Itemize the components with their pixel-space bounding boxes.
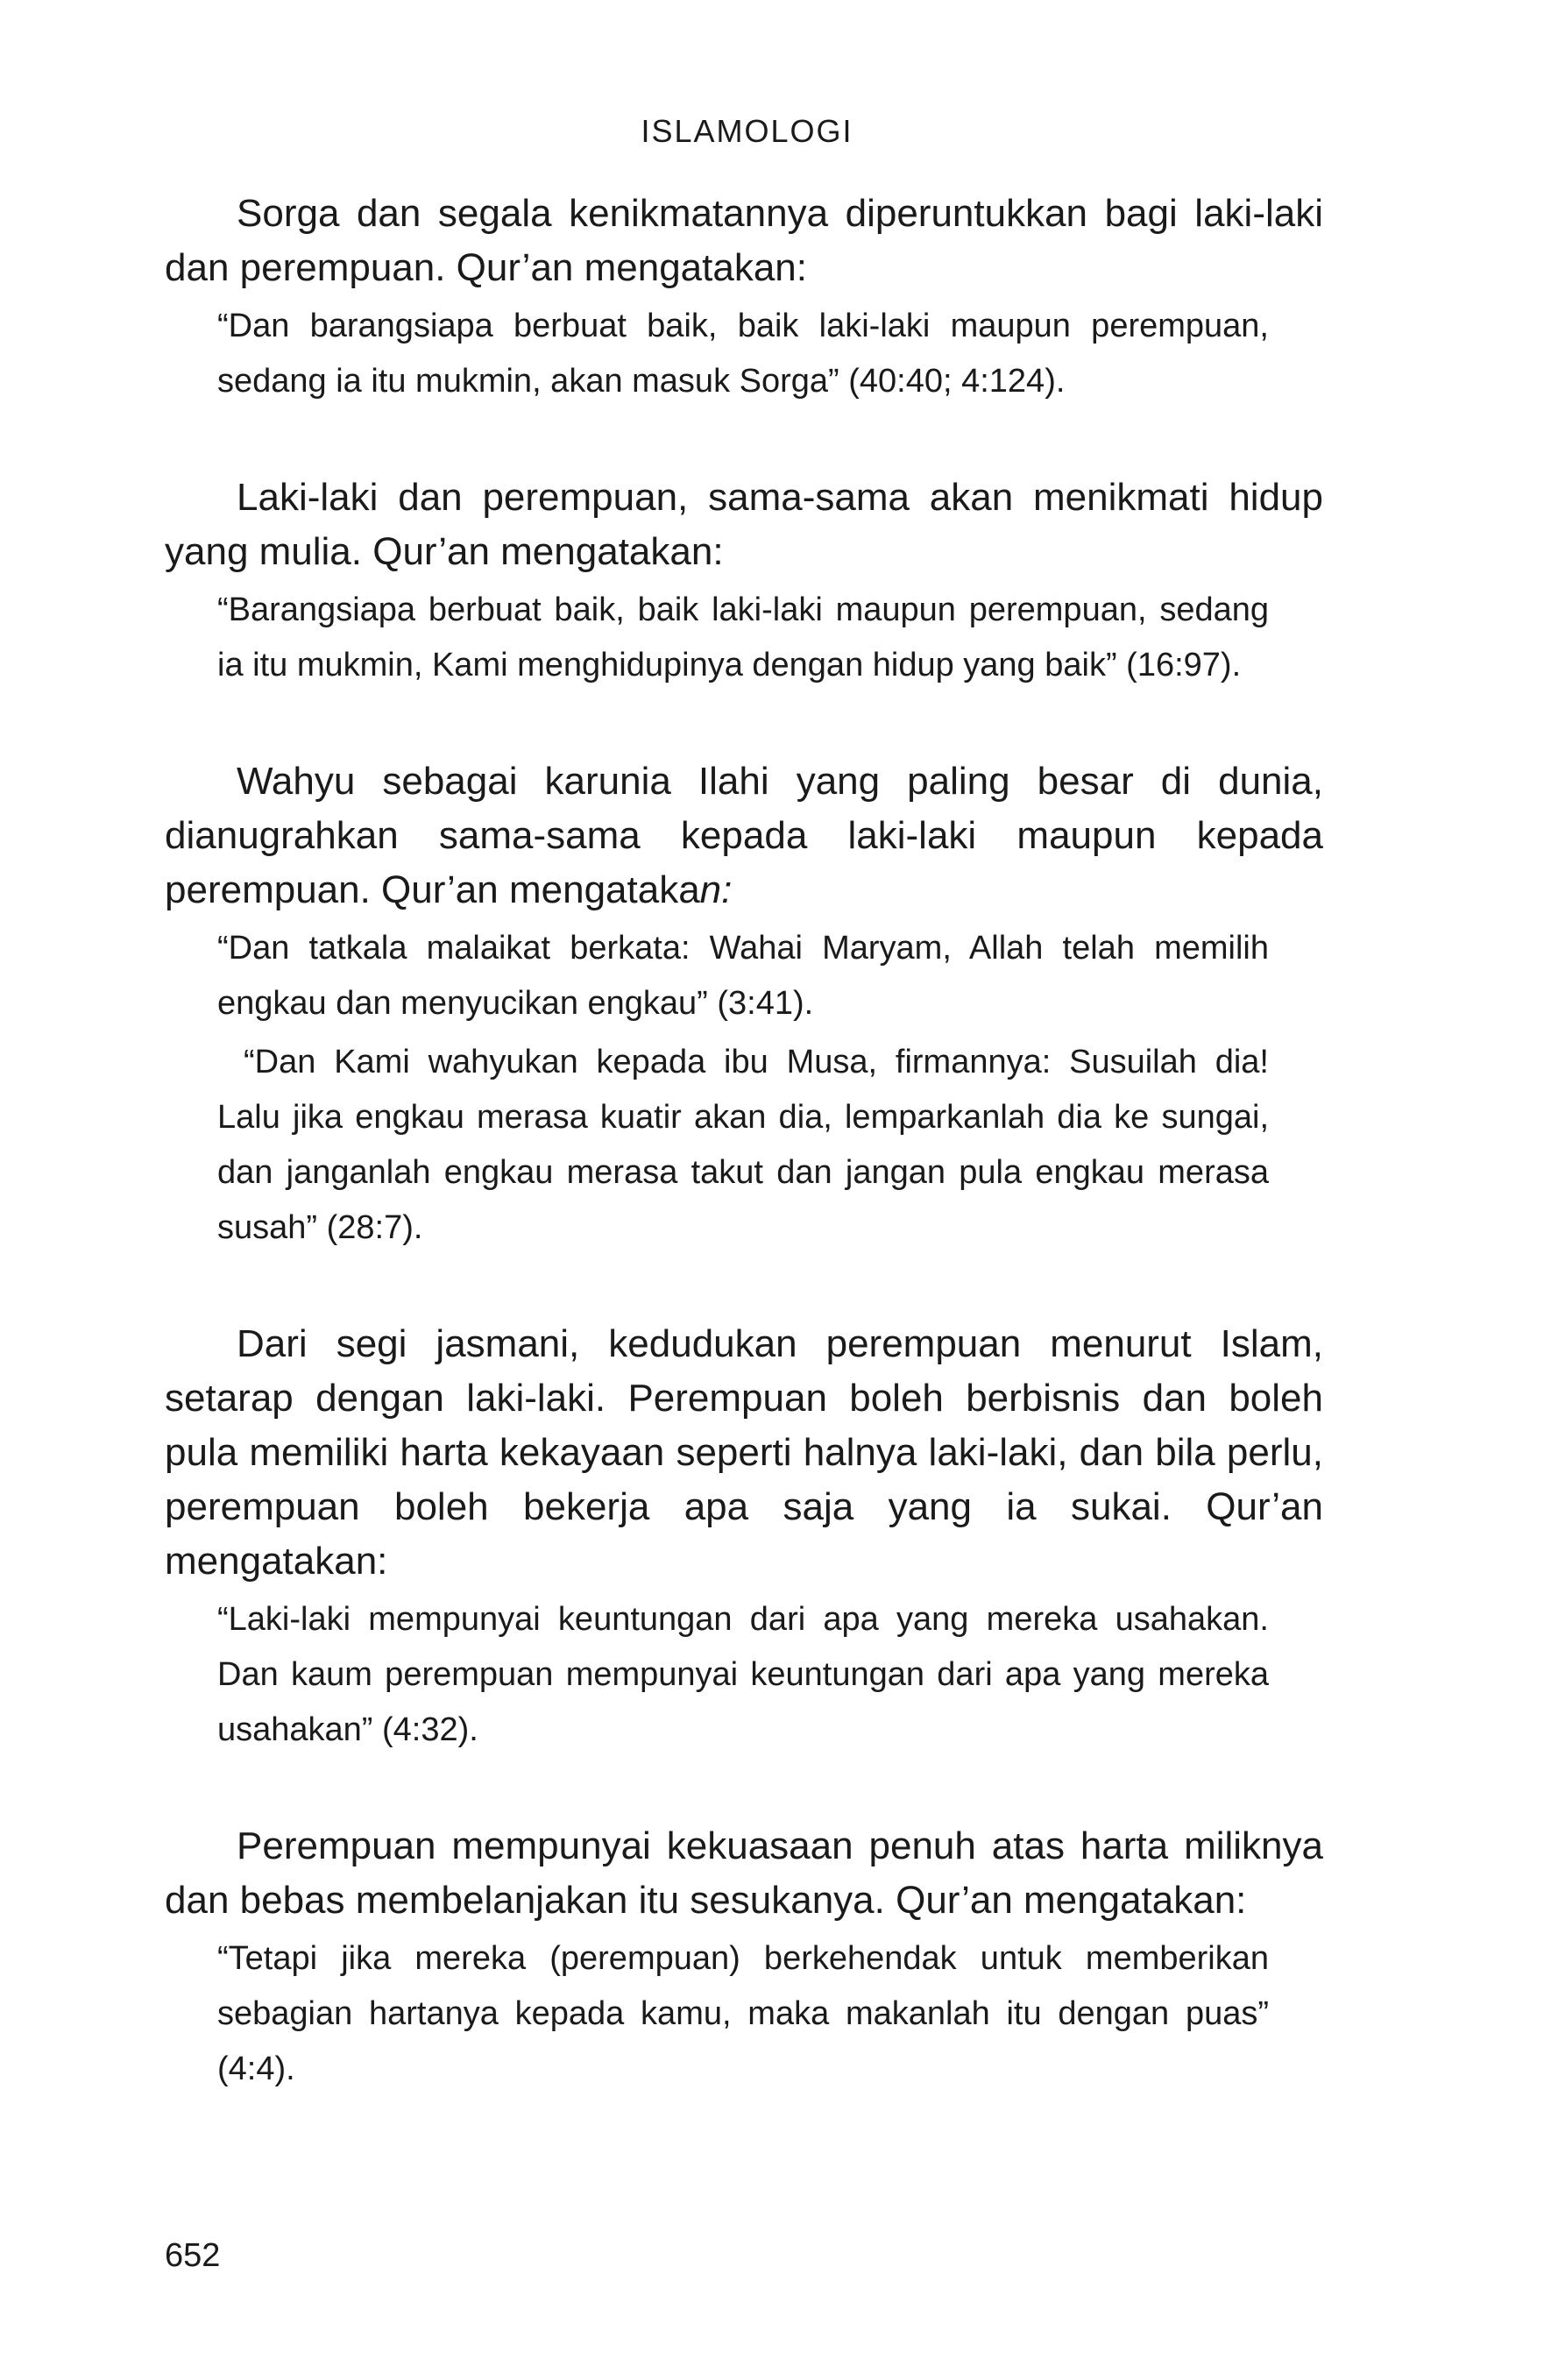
section-gap — [165, 1256, 1323, 1317]
paragraph-3-text: Wahyu sebagai karunia Ilahi yang paling besar di dunia, dianugrahkan sama-sama kepada laki-laki maupun kepada perempuan. Qur’an mengataka — [165, 760, 1323, 911]
section-gap — [165, 693, 1323, 754]
quote-2: “Barangsiapa berbuat baik, baik laki-laki maupun perempuan, sedang ia itu mukmin, Kami menghidupinya dengan hidup yang baik” (16:97). — [217, 591, 1269, 684]
paragraph-2: Laki-laki dan perempuan, sama-sama akan menikmati hidup yang mulia. Qur’an mengatakan: — [165, 476, 1323, 573]
quote-1: “Dan barangsiapa berbuat baik, baik laki-laki maupun perempuan, sedang ia itu mukmin, akan masuk Sorga” (40:40; 4:124). — [217, 308, 1269, 400]
running-head: ISLAMOLOGI — [641, 113, 853, 149]
quote-4: “Dan Kami wahyukan kepada ibu Musa, firmannya: Susuilah dia! Lalu jika engkau merasa kuatir akan dia, lemparkanlah dia ke sungai, dan janganlah engkau merasa takut dan jangan pula engkau merasa susah” (28:7). — [217, 1044, 1269, 1246]
paragraph-3 — [165, 754, 1323, 917]
paragraph-4: Dari segi jasmani, kedudukan perempuan menurut Islam, setarap dengan laki-laki. Perempuan boleh berbisnis dan boleh pula memiliki harta kekayaan seperti halnya laki-laki, dan bila perlu, perempuan boleh bekerja apa saja yang ia sukai. Qur’an mengatakan: — [165, 1322, 1323, 1583]
paragraph-1: Sorga dan segala kenikmatannya diperuntukkan bagi laki-laki dan perempuan. Qur’an mengatakan: — [165, 192, 1323, 289]
section-gap — [165, 409, 1323, 471]
quote-5: “Laki-laki mempunyai keuntungan dari apa yang mereka usahakan. Dan kaum perempuan mempunyai keuntungan dari apa yang mereka usahakan” (4:32). — [217, 1601, 1269, 1748]
paragraph-5: Perempuan mempunyai kekuasaan penuh atas harta miliknya dan bebas membelanjakan itu sesukanya. Qur’an mengatakan: — [165, 1824, 1323, 1922]
page-number: 652 — [165, 2237, 221, 2274]
section-gap — [165, 1758, 1323, 1819]
quote-6: “Tetapi jika mereka (perempuan) berkehendak untuk memberikan sebagian hartanya kepada kamu, maka makanlah itu dengan puas” (4:4). — [217, 1940, 1269, 2087]
quote-3: “Dan tatkala malaikat berkata: Wahai Maryam, Allah telah memilih engkau dan menyucikan engkau” (3:41). — [217, 930, 1269, 1022]
page-body — [165, 187, 1323, 2097]
paragraph-3-italic-tail: n: — [699, 868, 733, 911]
